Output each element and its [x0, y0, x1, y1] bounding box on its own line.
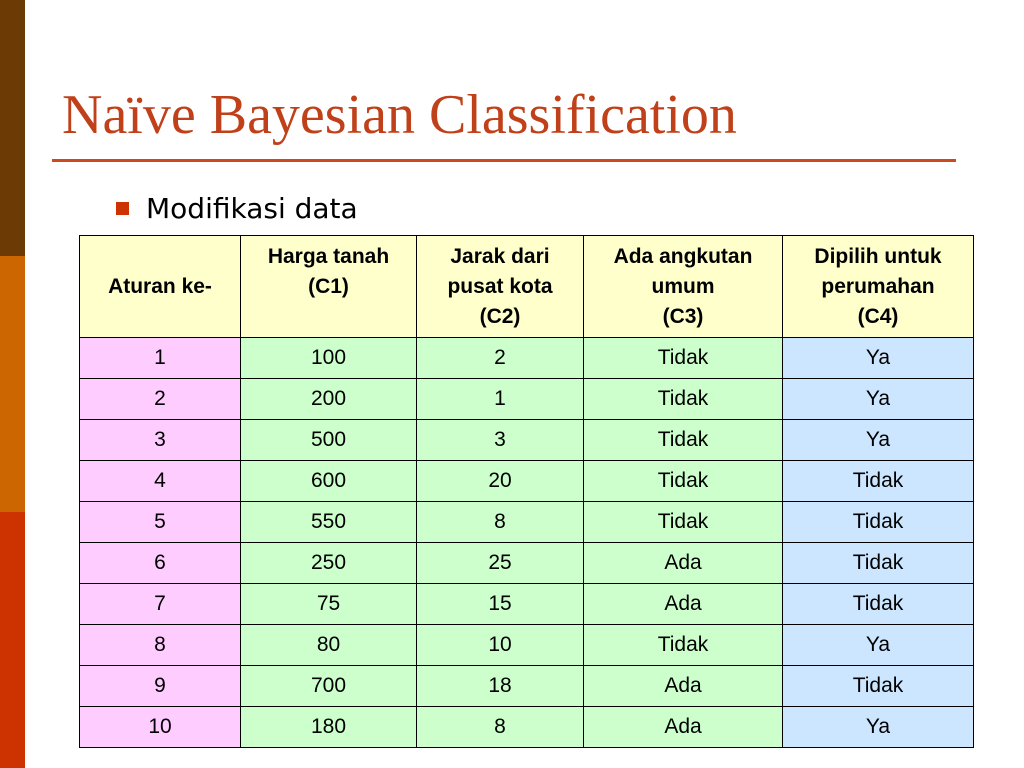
- table-body: [80, 338, 974, 748]
- table-cell-c4: Ya: [783, 420, 974, 461]
- header-line: (C4): [857, 305, 899, 328]
- table-cell-c4: Tidak: [783, 666, 974, 707]
- data-table: [79, 235, 974, 748]
- slide-title: Naïve Bayesian Classification: [62, 84, 737, 146]
- table-cell-c2: 2: [417, 338, 584, 379]
- table-cell-rule: 6: [80, 543, 241, 584]
- table-cell-c3: Ada: [584, 584, 783, 625]
- header-line: (C1): [308, 275, 349, 298]
- table-cell-c1: 600: [241, 461, 417, 502]
- table-cell-c1: 200: [241, 379, 417, 420]
- table-row: [80, 502, 974, 543]
- table-cell-rule: 7: [80, 584, 241, 625]
- header-line: perumahan: [821, 275, 935, 298]
- table-cell-c3: Tidak: [584, 420, 783, 461]
- table-cell-c2: 8: [417, 502, 584, 543]
- square-bullet-icon: [116, 202, 129, 215]
- table-row: [80, 584, 974, 625]
- table-cell-c2: 1: [417, 379, 584, 420]
- header-line: pusat kota: [447, 275, 553, 298]
- table-cell-c2: 20: [417, 461, 584, 502]
- table-row: [80, 420, 974, 461]
- table-cell-c1: 75: [241, 584, 417, 625]
- table-cell-c2: 10: [417, 625, 584, 666]
- table-row: [80, 666, 974, 707]
- table-cell-rule: 4: [80, 461, 241, 502]
- table-cell-c1: 700: [241, 666, 417, 707]
- bullet-text: Modifikasi data: [146, 191, 358, 225]
- table-row: [80, 543, 974, 584]
- table-cell-c3: Ada: [584, 707, 783, 748]
- header-line: (C3): [662, 305, 704, 328]
- table-cell-rule: 8: [80, 625, 241, 666]
- bullet-item: [116, 188, 358, 228]
- header-line: Dipilih untuk: [814, 245, 942, 268]
- table-cell-rule: 3: [80, 420, 241, 461]
- sidebar-stripe-bottom: [0, 512, 25, 768]
- header-line: Ada angkutan: [613, 245, 753, 268]
- table-cell-c3: Tidak: [584, 338, 783, 379]
- table-cell-c3: Ada: [584, 543, 783, 584]
- table-row: [80, 379, 974, 420]
- table-cell-c2: 8: [417, 707, 584, 748]
- table-cell-c4: Tidak: [783, 461, 974, 502]
- table-cell-c1: 100: [241, 338, 417, 379]
- table-cell-c3: Tidak: [584, 461, 783, 502]
- table-cell-c4: Tidak: [783, 584, 974, 625]
- table-cell-c2: 18: [417, 666, 584, 707]
- table-cell-rule: 1: [80, 338, 241, 379]
- table-row: [80, 707, 974, 748]
- table-cell-c1: 500: [241, 420, 417, 461]
- table-row: [80, 625, 974, 666]
- table-cell-rule: 2: [80, 379, 241, 420]
- table-cell-c2: 25: [417, 543, 584, 584]
- table-cell-rule: 5: [80, 502, 241, 543]
- sidebar-stripe-middle: [0, 256, 25, 512]
- table-row: [80, 338, 974, 379]
- header-cell-c2: [417, 236, 584, 338]
- header-cell-c1: [241, 236, 417, 338]
- table-cell-c1: 550: [241, 502, 417, 543]
- header-line: Jarak dari: [450, 245, 550, 268]
- table-cell-c1: 180: [241, 707, 417, 748]
- table-cell-c3: Ada: [584, 666, 783, 707]
- table-row: [80, 461, 974, 502]
- header-line: umum: [651, 275, 715, 298]
- table-cell-rule: 10: [80, 707, 241, 748]
- sidebar-stripe-top: [0, 0, 25, 256]
- table-cell-c4: Ya: [783, 707, 974, 748]
- header-cell-c3: [584, 236, 783, 338]
- table-cell-c2: 3: [417, 420, 584, 461]
- table-cell-c4: Ya: [783, 379, 974, 420]
- header-line: Harga tanah: [267, 245, 390, 268]
- table-header-row: [80, 236, 974, 338]
- header-cell-c4: [783, 236, 974, 338]
- table-cell-c3: Tidak: [584, 625, 783, 666]
- title-underline: [52, 159, 956, 162]
- table-cell-c1: 80: [241, 625, 417, 666]
- table-cell-c4: Tidak: [783, 543, 974, 584]
- table-cell-c4: Tidak: [783, 502, 974, 543]
- table-cell-c2: 15: [417, 584, 584, 625]
- header-cell-rule: [80, 236, 241, 338]
- table-cell-c3: Tidak: [584, 379, 783, 420]
- table-cell-rule: 9: [80, 666, 241, 707]
- header-line: Aturan ke-: [108, 274, 212, 298]
- table-cell-c4: Ya: [783, 338, 974, 379]
- table-cell-c4: Ya: [783, 625, 974, 666]
- header-line: (C2): [479, 305, 521, 328]
- table-cell-c3: Tidak: [584, 502, 783, 543]
- table-cell-c1: 250: [241, 543, 417, 584]
